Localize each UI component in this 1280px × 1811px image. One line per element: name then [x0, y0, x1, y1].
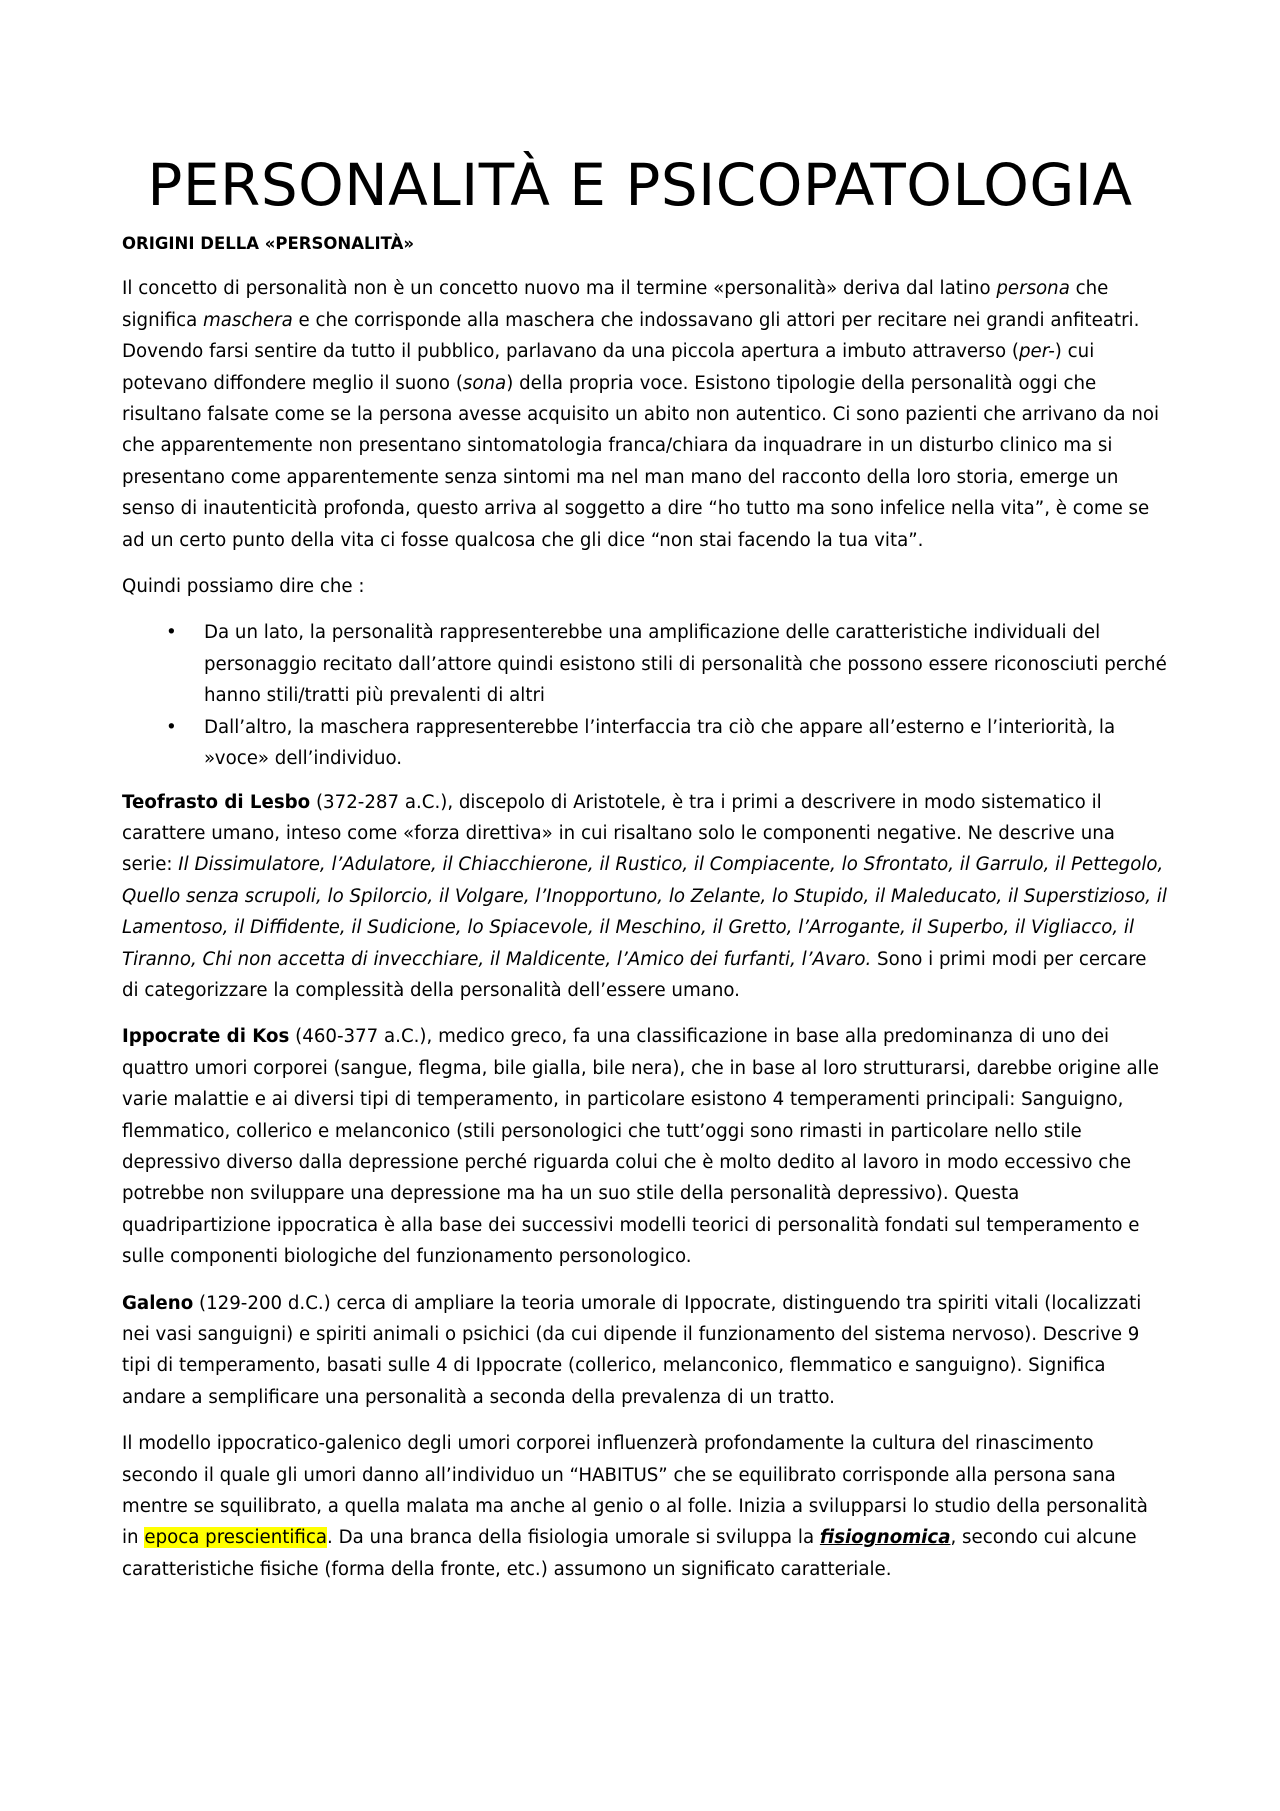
emphasized-term: fisiognomica	[819, 1527, 951, 1549]
paragraph-teofrasto	[122, 787, 1167, 1007]
text-run: , secondo cui alcune caratteristiche fisiche (forma della fronte, etc.) assumono un significato caratteriale.	[122, 1527, 1137, 1580]
bold-name: Teofrasto di Lesbo	[122, 791, 311, 813]
paragraph-quindi: Quindi possiamo dire che :	[122, 576, 365, 598]
page-title: PERSONALITÀ E PSICOPATOLOGIA	[147, 151, 1133, 219]
bold-name: Ippocrate di Kos	[122, 1026, 290, 1048]
text-run: ) cui potevano diffondere meglio il suono (	[122, 341, 1095, 394]
text-run: Sono i primi modi per cercare di categorizzare la complessità della personalità dell’essere umano.	[122, 948, 1147, 1001]
bold-name: Galeno	[122, 1292, 194, 1314]
list-item	[122, 617, 1167, 711]
highlighted-text: epoca prescientifica	[144, 1527, 328, 1549]
text-run: Il modello ippocratico-galenico degli umori corporei influenzerà profondamente la cultura del rinascimento secondo il quale gli umori danno all’individuo un “HABITUS” che se equilibrato corrisponde alla persona sana mentre se squilibrato, a quella malata ma anche al genio o al folle. Inizia a svilupparsi lo studio della personalità in	[122, 1433, 1148, 1549]
paragraph-galeno	[122, 1288, 1167, 1414]
italic-list: Il Dissimulatore, l’Adulatore, il Chiacchierone, il Rustico, il Compiacente, lo Sfrontato, il Garrulo, il Pettegolo, Quello senza scrupoli, lo Spilorcio, il Volgare, l’Inopportuno, lo Zelante, lo Stupido, il Maleducato, il Superstizioso, il Lamentoso, il Diffidente, il Sudicione, lo Spiacevole, il Meschino, il Gretto, l’Arrogante, il Superbo, il Vigliacco, il Tiranno, Chi non accetta di invecchiare, il Maldicente, l’Amico dei furfanti, l’Avaro.	[122, 854, 1167, 970]
bullet-list	[122, 617, 1167, 774]
bullet-icon: •	[166, 622, 177, 644]
bullet-icon: •	[166, 716, 177, 738]
document-body	[122, 228, 1167, 1600]
list-item	[122, 712, 1167, 775]
italic-term: sona	[462, 372, 507, 394]
list-item-text: Dall’altro, la maschera rappresenterebbe l’interfaccia tra ciò che appare all’esterno e l’interiorità, la »voce» dell’individuo.	[204, 716, 1116, 770]
text-run: (372-287 a.C.), discepolo di Aristotele, è tra i primi a descrivere in modo sistematico il carattere umano, inteso come «forza direttiva» in cui risaltano solo le componenti negative. Ne descrive una serie:	[122, 791, 1115, 876]
text-run: che significa	[122, 278, 1109, 331]
text-run: e che corrisponde alla maschera che indossavano gli attori per recitare nei grandi anfiteatri. Dovendo farsi sentire da tutto il pubblico, parlavano da una piccola apertura a imbuto attraverso (	[122, 309, 1140, 363]
section-heading: ORIGINI DELLA «PERSONALITÀ»	[122, 234, 415, 253]
text-run: Il concetto di personalità non è un concetto nuovo ma il termine «personalità» deriva dal latino	[122, 278, 997, 300]
italic-term: per-	[1019, 341, 1055, 363]
text-run: (129-200 d.C.) cerca di ampliare la teoria umorale di Ippocrate, distinguendo tra spiriti vitali (localizzati nei vasi sanguigni) e spiriti animali o psichici (da cui dipende il funzionamento del sistema nervoso). Descrive 9 tipi di temperamento, basati sulle 4 di Ippocrate (collerico, melanconico, flemmatico e sanguigno). Significa andare a semplificare una personalità a seconda della prevalenza di un tratto.	[122, 1292, 1142, 1408]
paragraph-ippocrate	[122, 1021, 1167, 1272]
text-run: ) della propria voce. Esistono tipologie della personalità oggi che risultano falsate come se la persona avesse acquisito un abito non autentico. Ci sono pazienti che arrivano da noi che apparentemente non presentano sintomatologia franca/chiara da inquadrare in un disturbo clinico ma si presentano come apparentemente senza sintomi ma nel man mano del racconto della loro storia, emerge un senso di inautenticità profonda, questo arriva al soggetto a dire “ho tutto ma sono infelice nella vita”, è come se ad un certo punto della vita ci fosse qualcosa che gli dice “non stai facendo la tua vita”.	[122, 372, 1160, 551]
paragraph-origini	[122, 273, 1167, 556]
paragraph-modello	[122, 1428, 1167, 1585]
text-run: (460-377 a.C.), medico greco, fa una classificazione in base alla predominanza di uno dei quattro umori corporei (sangue, flegma, bile gialla, bile nera), che in base al loro strutturarsi, darebbe origine alle varie malattie e ai diversi tipi di temperamento, in particolare esistono 4 temperamenti principali: Sanguigno, flemmatico, collerico e melanconico (stili personologici che tutt’oggi sono rimasti in particolare nello stile depressivo diverso dalla depressione perché riguarda colui che è molto dedito al lavoro in modo eccessivo che potrebbe non sviluppare una depressione ma ha un suo stile della personalità depressivo). Questa quadripartizione ippocratica è alla base dei successivi modelli teorici di personalità fondati sul temperamento e sulle componenti biologiche del funzionamento personologico.	[122, 1026, 1159, 1268]
italic-term: maschera	[203, 309, 293, 331]
list-item-text: Da un lato, la personalità rappresenterebbe una amplificazione delle caratteristiche individuali del personaggio recitato dall’attore quindi esistono stili di personalità che possono essere riconosciuti perché hanno stili/tratti più prevalenti di altri	[204, 622, 1167, 707]
text-run: . Da una branca della fisiologia umorale si sviluppa la	[327, 1527, 820, 1549]
italic-term: persona	[996, 278, 1070, 300]
